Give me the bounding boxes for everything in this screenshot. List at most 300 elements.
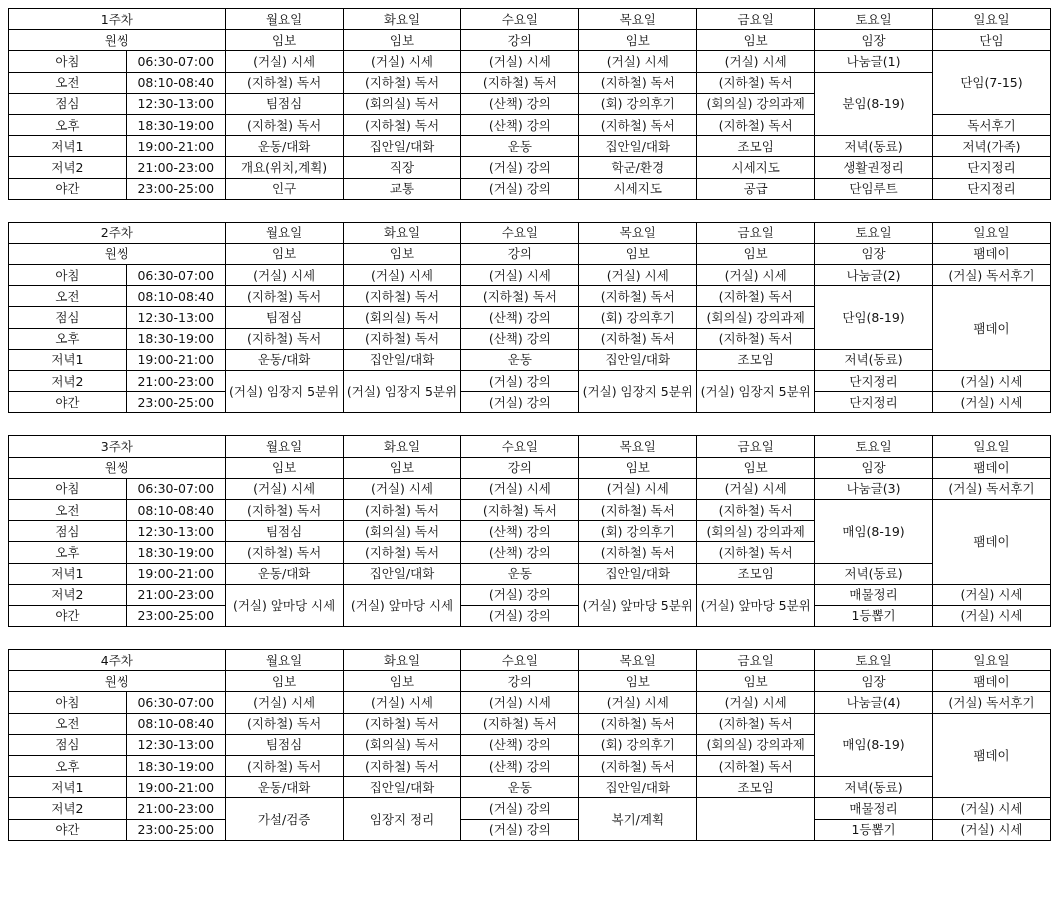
- schedule-cell: 집안일/대화: [343, 136, 461, 157]
- slot-row: [9, 157, 1051, 178]
- schedule-cell: (거실) 시세: [579, 51, 697, 72]
- schedule-cell: (지하철) 독서: [225, 328, 343, 349]
- slot-name: 오전: [9, 72, 127, 93]
- slot-time: 18:30-19:00: [126, 114, 225, 135]
- one-thing-cell: 팸데이: [933, 243, 1051, 264]
- schedule-cell: 공급: [697, 178, 815, 199]
- one-thing-cell: 임장: [815, 457, 933, 478]
- day-header: 화요일: [343, 650, 461, 671]
- slot-row: [9, 286, 1051, 307]
- schedule-cell: (거실) 앞마당 시세: [343, 584, 461, 626]
- schedule-cell: 팀점심: [225, 93, 343, 114]
- slot-name: 점심: [9, 734, 127, 755]
- schedule-cell: (거실) 강의: [461, 819, 579, 840]
- one-thing-label: 원씽: [9, 457, 226, 478]
- schedule-cell: 팸데이: [933, 286, 1051, 371]
- week-header-row: [9, 650, 1051, 671]
- schedule-cell: (거실) 임장지 5분위: [579, 371, 697, 413]
- one-thing-cell: 임장: [815, 671, 933, 692]
- slot-time: 21:00-23:00: [126, 371, 225, 392]
- slot-time: 18:30-19:00: [126, 328, 225, 349]
- day-header: 목요일: [579, 222, 697, 243]
- schedule-cell: (거실) 시세: [933, 605, 1051, 626]
- schedule-cell: (지하철) 독서: [225, 114, 343, 135]
- day-header: 화요일: [343, 222, 461, 243]
- one-thing-cell: 임보: [697, 243, 815, 264]
- slot-row: [9, 478, 1051, 499]
- schedule-cell: (거실) 강의: [461, 178, 579, 199]
- schedule-cell: (지하철) 독서: [697, 542, 815, 563]
- schedule-cell: 매임(8-19): [815, 713, 933, 777]
- week-table: [8, 8, 1051, 200]
- schedule-cell: (산책) 강의: [461, 521, 579, 542]
- slot-name: 오전: [9, 499, 127, 520]
- slot-time: 06:30-07:00: [126, 51, 225, 72]
- one-thing-cell: 임보: [225, 671, 343, 692]
- schedule-cell: 저녁(동료): [815, 777, 933, 798]
- slot-row: [9, 819, 1051, 840]
- slot-time: 21:00-23:00: [126, 798, 225, 819]
- schedule-cell: 생활권정리: [815, 157, 933, 178]
- schedule-cell: (거실) 앞마당 5분위: [579, 584, 697, 626]
- schedule-cell: (회의실) 독서: [343, 734, 461, 755]
- schedule-cell: 집안일/대화: [579, 777, 697, 798]
- slot-time: 23:00-25:00: [126, 819, 225, 840]
- schedule-cell: (지하철) 독서: [697, 328, 815, 349]
- one-thing-cell: 단임: [933, 30, 1051, 51]
- day-header: 토요일: [815, 9, 933, 30]
- schedule-cell: (거실) 강의: [461, 605, 579, 626]
- slot-time: 21:00-23:00: [126, 157, 225, 178]
- schedule-cell: (거실) 시세: [225, 265, 343, 286]
- slot-row: [9, 692, 1051, 713]
- schedule-cell: (지하철) 독서: [225, 756, 343, 777]
- schedule-cell: (거실) 시세: [933, 584, 1051, 605]
- schedule-cell: (회의실) 독서: [343, 93, 461, 114]
- slot-name: 점심: [9, 307, 127, 328]
- schedule-cell: 집안일/대화: [579, 563, 697, 584]
- schedule-cell: 집안일/대화: [579, 349, 697, 370]
- schedule-cell: 나눔글(1): [815, 51, 933, 72]
- schedule-cell: (지하철) 독서: [343, 499, 461, 520]
- one-thing-row: [9, 30, 1051, 51]
- day-header: 금요일: [697, 222, 815, 243]
- slot-row: [9, 392, 1051, 413]
- schedule-cell: 학군/환경: [579, 157, 697, 178]
- schedule-cell: (회) 강의후기: [579, 307, 697, 328]
- slot-time: 12:30-13:00: [126, 521, 225, 542]
- one-thing-cell: 임보: [579, 30, 697, 51]
- slot-time: 19:00-21:00: [126, 136, 225, 157]
- day-header: 토요일: [815, 650, 933, 671]
- schedule-cell: 팸데이: [933, 499, 1051, 584]
- schedule-cell: (지하철) 독서: [343, 756, 461, 777]
- week-table: [8, 649, 1051, 841]
- slot-name: 야간: [9, 178, 127, 199]
- slot-time: 12:30-13:00: [126, 734, 225, 755]
- one-thing-cell: 강의: [461, 30, 579, 51]
- schedule-cell: (거실) 임장지 5분위: [343, 371, 461, 413]
- schedule-cell: (지하철) 독서: [461, 286, 579, 307]
- schedule-cell: (산책) 강의: [461, 307, 579, 328]
- schedule-cell: (산책) 강의: [461, 756, 579, 777]
- schedule-cell: 시세지도: [579, 178, 697, 199]
- one-thing-cell: 강의: [461, 457, 579, 478]
- schedule-cell: (지하철) 독서: [579, 72, 697, 93]
- day-header: 일요일: [933, 436, 1051, 457]
- day-header: 일요일: [933, 222, 1051, 243]
- one-thing-cell: 임장: [815, 243, 933, 264]
- slot-time: 19:00-21:00: [126, 563, 225, 584]
- schedule-cell: (지하철) 독서: [461, 713, 579, 734]
- slot-time: 08:10-08:40: [126, 499, 225, 520]
- week-title: 4주차: [9, 650, 226, 671]
- slot-name: 아침: [9, 51, 127, 72]
- schedule-cell: 인구: [225, 178, 343, 199]
- schedule-cell: (지하철) 독서: [697, 713, 815, 734]
- schedule-cell: (지하철) 독서: [579, 756, 697, 777]
- schedule-cell: (거실) 앞마당 시세: [225, 584, 343, 626]
- schedule-cell: 팀점심: [225, 521, 343, 542]
- schedule-cell: 운동/대화: [225, 136, 343, 157]
- schedule-cell: 매임(8-19): [815, 499, 933, 563]
- schedule-cell: (회) 강의후기: [579, 521, 697, 542]
- schedule-cell: 교통: [343, 178, 461, 199]
- schedule-cell: (거실) 독서후기: [933, 692, 1051, 713]
- schedule-cell: (거실) 강의: [461, 371, 579, 392]
- schedule-cell: (회의실) 강의과제: [697, 734, 815, 755]
- schedule-cell: (회의실) 강의과제: [697, 93, 815, 114]
- schedule-cell: (지하철) 독서: [579, 114, 697, 135]
- slot-name: 저녁1: [9, 136, 127, 157]
- schedule-cell: (산책) 강의: [461, 114, 579, 135]
- schedule-cell: (거실) 시세: [933, 819, 1051, 840]
- schedule-cell: 단지정리: [815, 392, 933, 413]
- schedule-cell: (지하철) 독서: [697, 286, 815, 307]
- schedule-cell: (거실) 독서후기: [933, 265, 1051, 286]
- schedule-cell: 개요(위치,계획): [225, 157, 343, 178]
- day-header: 수요일: [461, 436, 579, 457]
- day-header: 화요일: [343, 9, 461, 30]
- schedule-cell: (지하철) 독서: [343, 713, 461, 734]
- one-thing-cell: 임보: [697, 30, 815, 51]
- schedule-cell: (거실) 임장지 5분위: [697, 371, 815, 413]
- schedule-cell: (산책) 강의: [461, 328, 579, 349]
- slot-time: 08:10-08:40: [126, 713, 225, 734]
- slot-row: [9, 136, 1051, 157]
- slot-name: 오후: [9, 328, 127, 349]
- slot-name: 아침: [9, 692, 127, 713]
- schedule-cell: 가설/검증: [225, 798, 343, 840]
- schedule-cell: 독서후기: [933, 114, 1051, 135]
- schedule-cell: 집안일/대화: [343, 777, 461, 798]
- one-thing-label: 원씽: [9, 671, 226, 692]
- schedule-cell: 집안일/대화: [343, 349, 461, 370]
- day-header: 토요일: [815, 436, 933, 457]
- schedule-cell: (거실) 강의: [461, 392, 579, 413]
- schedule-cell: 1등뽑기: [815, 819, 933, 840]
- schedule-cell: 조모임: [697, 777, 815, 798]
- slot-name: 저녁1: [9, 777, 127, 798]
- schedule-cell: (거실) 시세: [225, 51, 343, 72]
- slot-name: 점심: [9, 93, 127, 114]
- schedule-cell: 매물정리: [815, 798, 933, 819]
- schedule-cell: (지하철) 독서: [579, 713, 697, 734]
- slot-name: 점심: [9, 521, 127, 542]
- one-thing-row: [9, 671, 1051, 692]
- schedule-cell: 조모임: [697, 349, 815, 370]
- day-header: 월요일: [225, 650, 343, 671]
- schedule-cell: (지하철) 독서: [225, 542, 343, 563]
- slot-name: 야간: [9, 392, 127, 413]
- slot-time: 23:00-25:00: [126, 392, 225, 413]
- schedule-cell: (지하철) 독서: [343, 114, 461, 135]
- schedule-cell: (지하철) 독서: [697, 756, 815, 777]
- schedule-cell: 임장지 정리: [343, 798, 461, 840]
- schedule-cell: 분임(8-19): [815, 72, 933, 136]
- one-thing-cell: 팸데이: [933, 457, 1051, 478]
- schedule-cell: 집안일/대화: [343, 563, 461, 584]
- day-header: 일요일: [933, 9, 1051, 30]
- schedule-cell: (지하철) 독서: [343, 72, 461, 93]
- slot-time: 18:30-19:00: [126, 542, 225, 563]
- one-thing-cell: 임보: [697, 457, 815, 478]
- schedule-cell: (거실) 시세: [933, 798, 1051, 819]
- schedule-cell: (거실) 강의: [461, 157, 579, 178]
- one-thing-cell: 임보: [579, 671, 697, 692]
- schedule-cell: 운동/대화: [225, 349, 343, 370]
- schedule-cell: 단지정리: [815, 371, 933, 392]
- slot-time: 08:10-08:40: [126, 286, 225, 307]
- schedule-cell: (거실) 독서후기: [933, 478, 1051, 499]
- week-title: 3주차: [9, 436, 226, 457]
- slot-row: [9, 72, 1051, 93]
- slot-row: [9, 605, 1051, 626]
- slot-name: 아침: [9, 478, 127, 499]
- schedule-cell: (회) 강의후기: [579, 734, 697, 755]
- schedule-cell: 단지정리: [933, 178, 1051, 199]
- schedule-cell: (지하철) 독서: [225, 499, 343, 520]
- schedule-cell: (거실) 시세: [697, 692, 815, 713]
- day-header: 화요일: [343, 436, 461, 457]
- schedule-cell: 저녁(가족): [933, 136, 1051, 157]
- schedule-cell: (거실) 시세: [461, 51, 579, 72]
- weekly-schedule-sheet: [8, 8, 1051, 863]
- slot-time: 19:00-21:00: [126, 349, 225, 370]
- slot-row: [9, 798, 1051, 819]
- schedule-cell: (회의실) 독서: [343, 521, 461, 542]
- schedule-cell: 팀점심: [225, 307, 343, 328]
- schedule-cell: 복기/계획: [579, 798, 697, 840]
- slot-name: 저녁1: [9, 349, 127, 370]
- schedule-cell: (거실) 시세: [933, 371, 1051, 392]
- schedule-cell: 시세지도: [697, 157, 815, 178]
- one-thing-row: [9, 243, 1051, 264]
- day-header: 일요일: [933, 650, 1051, 671]
- schedule-cell: 집안일/대화: [579, 136, 697, 157]
- schedule-cell: 운동/대화: [225, 777, 343, 798]
- schedule-cell: [697, 798, 815, 840]
- day-header: 금요일: [697, 436, 815, 457]
- schedule-cell: (지하철) 독서: [225, 713, 343, 734]
- schedule-cell: 단지정리: [933, 157, 1051, 178]
- slot-name: 아침: [9, 265, 127, 286]
- slot-name: 저녁1: [9, 563, 127, 584]
- slot-time: 12:30-13:00: [126, 93, 225, 114]
- week-header-row: [9, 436, 1051, 457]
- schedule-cell: (지하철) 독서: [343, 542, 461, 563]
- schedule-cell: (지하철) 독서: [579, 542, 697, 563]
- schedule-cell: (지하철) 독서: [343, 286, 461, 307]
- one-thing-cell: 임보: [343, 457, 461, 478]
- schedule-cell: (지하철) 독서: [461, 499, 579, 520]
- day-header: 수요일: [461, 650, 579, 671]
- schedule-cell: 단임(7-15): [933, 51, 1051, 115]
- slot-name: 오전: [9, 713, 127, 734]
- schedule-cell: (거실) 시세: [343, 51, 461, 72]
- schedule-cell: (지하철) 독서: [697, 114, 815, 135]
- one-thing-cell: 임장: [815, 30, 933, 51]
- schedule-cell: (거실) 시세: [579, 265, 697, 286]
- schedule-cell: 나눔글(3): [815, 478, 933, 499]
- schedule-cell: 운동: [461, 777, 579, 798]
- one-thing-cell: 임보: [579, 243, 697, 264]
- schedule-cell: (지하철) 독서: [697, 72, 815, 93]
- schedule-cell: (산책) 강의: [461, 734, 579, 755]
- schedule-cell: 단임(8-19): [815, 286, 933, 350]
- one-thing-cell: 임보: [343, 671, 461, 692]
- schedule-cell: 팸데이: [933, 713, 1051, 798]
- day-header: 토요일: [815, 222, 933, 243]
- slot-time: 06:30-07:00: [126, 265, 225, 286]
- slot-time: 18:30-19:00: [126, 756, 225, 777]
- day-header: 월요일: [225, 222, 343, 243]
- schedule-cell: (지하철) 독서: [579, 286, 697, 307]
- schedule-cell: (산책) 강의: [461, 93, 579, 114]
- schedule-cell: (거실) 시세: [461, 265, 579, 286]
- one-thing-cell: 임보: [579, 457, 697, 478]
- day-header: 목요일: [579, 436, 697, 457]
- one-thing-cell: 강의: [461, 671, 579, 692]
- one-thing-label: 원씽: [9, 30, 226, 51]
- schedule-cell: (회의실) 강의과제: [697, 307, 815, 328]
- schedule-cell: 조모임: [697, 136, 815, 157]
- schedule-cell: (회의실) 강의과제: [697, 521, 815, 542]
- schedule-cell: (거실) 시세: [579, 478, 697, 499]
- slot-time: 23:00-25:00: [126, 605, 225, 626]
- slot-time: 08:10-08:40: [126, 72, 225, 93]
- schedule-cell: (지하철) 독서: [579, 499, 697, 520]
- schedule-cell: (지하철) 독서: [697, 499, 815, 520]
- week-table: [8, 435, 1051, 627]
- slot-row: [9, 499, 1051, 520]
- slot-row: [9, 584, 1051, 605]
- slot-name: 오후: [9, 542, 127, 563]
- schedule-cell: (지하철) 독서: [579, 328, 697, 349]
- slot-time: 19:00-21:00: [126, 777, 225, 798]
- one-thing-cell: 임보: [225, 457, 343, 478]
- slot-time: 06:30-07:00: [126, 478, 225, 499]
- schedule-cell: (산책) 강의: [461, 542, 579, 563]
- one-thing-row: [9, 457, 1051, 478]
- schedule-cell: (거실) 시세: [225, 478, 343, 499]
- schedule-cell: (거실) 시세: [697, 478, 815, 499]
- schedule-cell: 저녁(동료): [815, 349, 933, 370]
- schedule-cell: 운동: [461, 136, 579, 157]
- slot-row: [9, 371, 1051, 392]
- one-thing-label: 원씽: [9, 243, 226, 264]
- schedule-cell: (거실) 시세: [225, 692, 343, 713]
- schedule-cell: (거실) 시세: [343, 478, 461, 499]
- one-thing-cell: 임보: [697, 671, 815, 692]
- schedule-cell: (거실) 임장지 5분위: [225, 371, 343, 413]
- schedule-cell: 운동: [461, 563, 579, 584]
- one-thing-cell: 임보: [225, 243, 343, 264]
- slot-time: 23:00-25:00: [126, 178, 225, 199]
- day-header: 수요일: [461, 9, 579, 30]
- slot-name: 야간: [9, 605, 127, 626]
- schedule-cell: (지하철) 독서: [225, 72, 343, 93]
- schedule-cell: 1등뽑기: [815, 605, 933, 626]
- day-header: 금요일: [697, 9, 815, 30]
- schedule-cell: 직장: [343, 157, 461, 178]
- day-header: 목요일: [579, 9, 697, 30]
- schedule-cell: (거실) 앞마당 5분위: [697, 584, 815, 626]
- schedule-cell: 매물정리: [815, 584, 933, 605]
- week-table: [8, 222, 1051, 414]
- schedule-cell: (거실) 시세: [697, 51, 815, 72]
- slot-name: 저녁2: [9, 157, 127, 178]
- schedule-cell: (거실) 시세: [461, 692, 579, 713]
- schedule-cell: 저녁(동료): [815, 136, 933, 157]
- schedule-cell: (지하철) 독서: [343, 328, 461, 349]
- schedule-cell: (거실) 강의: [461, 798, 579, 819]
- day-header: 수요일: [461, 222, 579, 243]
- week-title: 2주차: [9, 222, 226, 243]
- slot-time: 12:30-13:00: [126, 307, 225, 328]
- day-header: 목요일: [579, 650, 697, 671]
- slot-time: 21:00-23:00: [126, 584, 225, 605]
- schedule-cell: 운동: [461, 349, 579, 370]
- week-header-row: [9, 222, 1051, 243]
- schedule-cell: 저녁(동료): [815, 563, 933, 584]
- one-thing-cell: 팸데이: [933, 671, 1051, 692]
- slot-name: 오전: [9, 286, 127, 307]
- schedule-cell: 운동/대화: [225, 563, 343, 584]
- schedule-cell: (거실) 시세: [461, 478, 579, 499]
- one-thing-cell: 임보: [343, 243, 461, 264]
- slot-row: [9, 265, 1051, 286]
- schedule-cell: (거실) 시세: [579, 692, 697, 713]
- schedule-cell: (회) 강의후기: [579, 93, 697, 114]
- week-header-row: [9, 9, 1051, 30]
- schedule-cell: 나눔글(4): [815, 692, 933, 713]
- slot-row: [9, 713, 1051, 734]
- day-header: 월요일: [225, 9, 343, 30]
- day-header: 금요일: [697, 650, 815, 671]
- slot-name: 오후: [9, 756, 127, 777]
- schedule-cell: 팀점심: [225, 734, 343, 755]
- schedule-cell: (거실) 시세: [343, 265, 461, 286]
- schedule-cell: 조모임: [697, 563, 815, 584]
- week-title: 1주차: [9, 9, 226, 30]
- slot-name: 저녁2: [9, 371, 127, 392]
- slot-row: [9, 349, 1051, 370]
- schedule-cell: (지하철) 독서: [225, 286, 343, 307]
- slot-name: 야간: [9, 819, 127, 840]
- slot-row: [9, 563, 1051, 584]
- slot-time: 06:30-07:00: [126, 692, 225, 713]
